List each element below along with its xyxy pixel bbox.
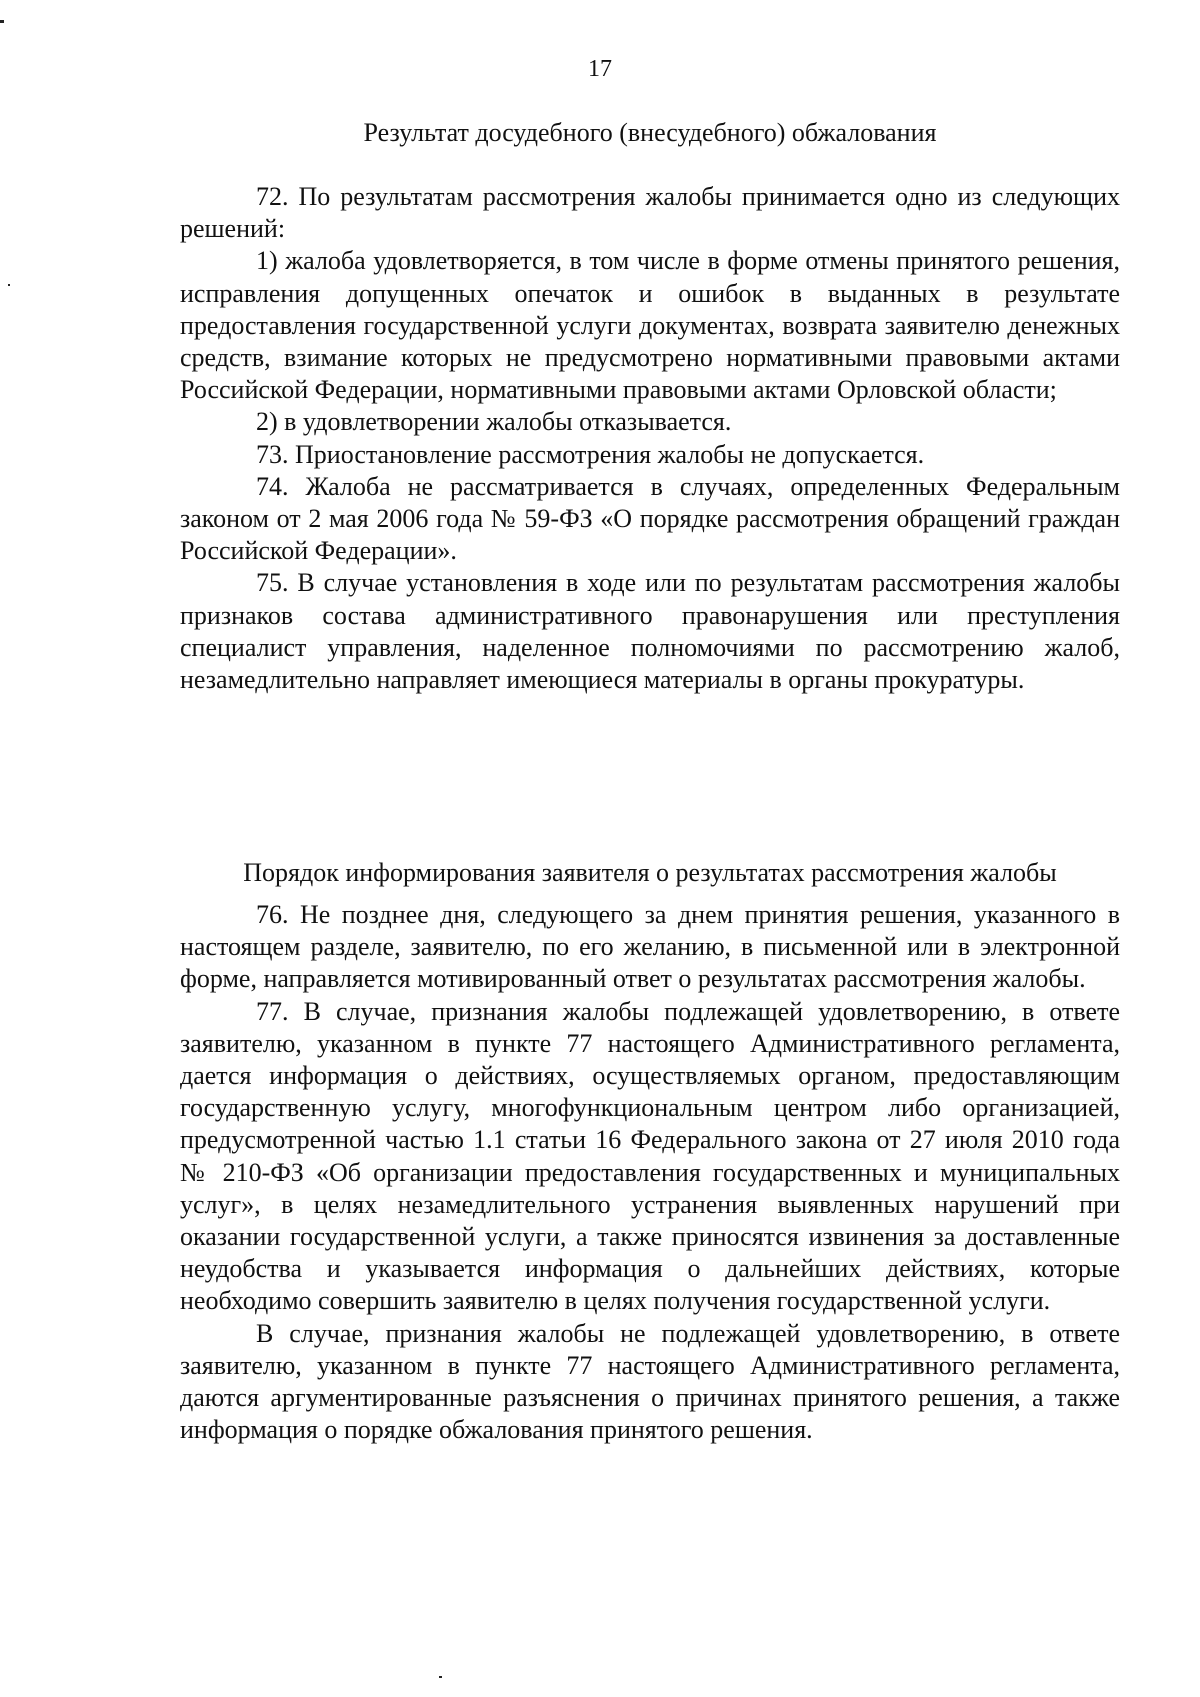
scan-mark-top-left bbox=[0, 20, 4, 23]
paragraph-72: 72. По результатам рассмотрения жалобы принимается одно из следующих решений: bbox=[180, 182, 1120, 244]
paragraph-72-item-2: 2) в удовлетворении жалобы отказывается. bbox=[256, 407, 732, 437]
section-notification-body bbox=[180, 899, 1120, 1446]
paragraph-72-item-1: 1) жалоба удовлетворяется, в том числе в форме отмены принятого решения, исправления допущенных опечаток и ошибок в выданных в результате предоставления государственной услуги документах, возврата заявителю денежных средств, взимание которых не предусмотрено нормативными правовыми актами Российской Федерации, нормативными правовыми актами Орловской области; bbox=[180, 246, 1120, 405]
paragraph-73: 73. Приостановление рассмотрения жалобы не допускается. bbox=[256, 439, 925, 469]
section-title-appeal-result: Результат досудебного (внесудебного) обжалования bbox=[363, 118, 937, 147]
scan-mark-bottom bbox=[439, 1676, 442, 1678]
paragraph-77-rejection: В случае, признания жалобы не подлежащей удовлетворению, в ответе заявителю, указанном в пункте 77 настоящего Административного регламента, даются аргументированные разъяснения о причинах принятого решения, а также информация о порядке обжалования принятого решения. bbox=[180, 1318, 1120, 1445]
paragraph-74: 74. Жалоба не рассматривается в случаях, определенных Федеральным законом от 2 мая 2006 года № 59-ФЗ «О порядке рассмотрения обращений граждан Российской Федерации». bbox=[180, 471, 1120, 566]
page-number: 17 bbox=[588, 56, 612, 82]
section-title-notification-procedure: Порядок информирования заявителя о результатах рассмотрения жалобы bbox=[243, 858, 1057, 887]
paragraph-76: 76. Не позднее дня, следующего за днем принятия решения, указанного в настоящем разделе, заявителю, по его желанию, в письменной или в электронной форме, направляется мотивированный ответ о результатах рассмотрения жалобы. bbox=[180, 900, 1120, 994]
scan-mark-left bbox=[8, 284, 10, 286]
section-appeal-result-body bbox=[180, 181, 1120, 696]
paragraph-75: 75. В случае установления в ходе или по результатам рассмотрения жалобы признаков состава административного правонарушения или преступления специалист управления, наделенное полномочиями по рассмотрению жалоб, незамедлительно направляет имеющиеся материалы в органы прокуратуры. bbox=[180, 568, 1120, 695]
paragraph-77: 77. В случае, признания жалобы подлежащей удовлетворению, в ответе заявителю, указанном в пункте 77 настоящего Административного регламента, дается информация о действиях, осуществляемых органом, предоставляющим государственную услугу, многофункциональным центром либо организацией, предусмотренной частью 1.1 статьи 16 Федерального закона от 27 июля 2010 года № 210-ФЗ «Об организации предоставления государственных и муниципальных услуг», в целях незамедлительного устранения выявленных нарушений при оказании государственной услуги, а также приносятся извинения за доставленные неудобства и указывается информация о дальнейших действиях, которые необходимо совершить заявителю в целях получения государственной услуги. bbox=[180, 996, 1120, 1316]
